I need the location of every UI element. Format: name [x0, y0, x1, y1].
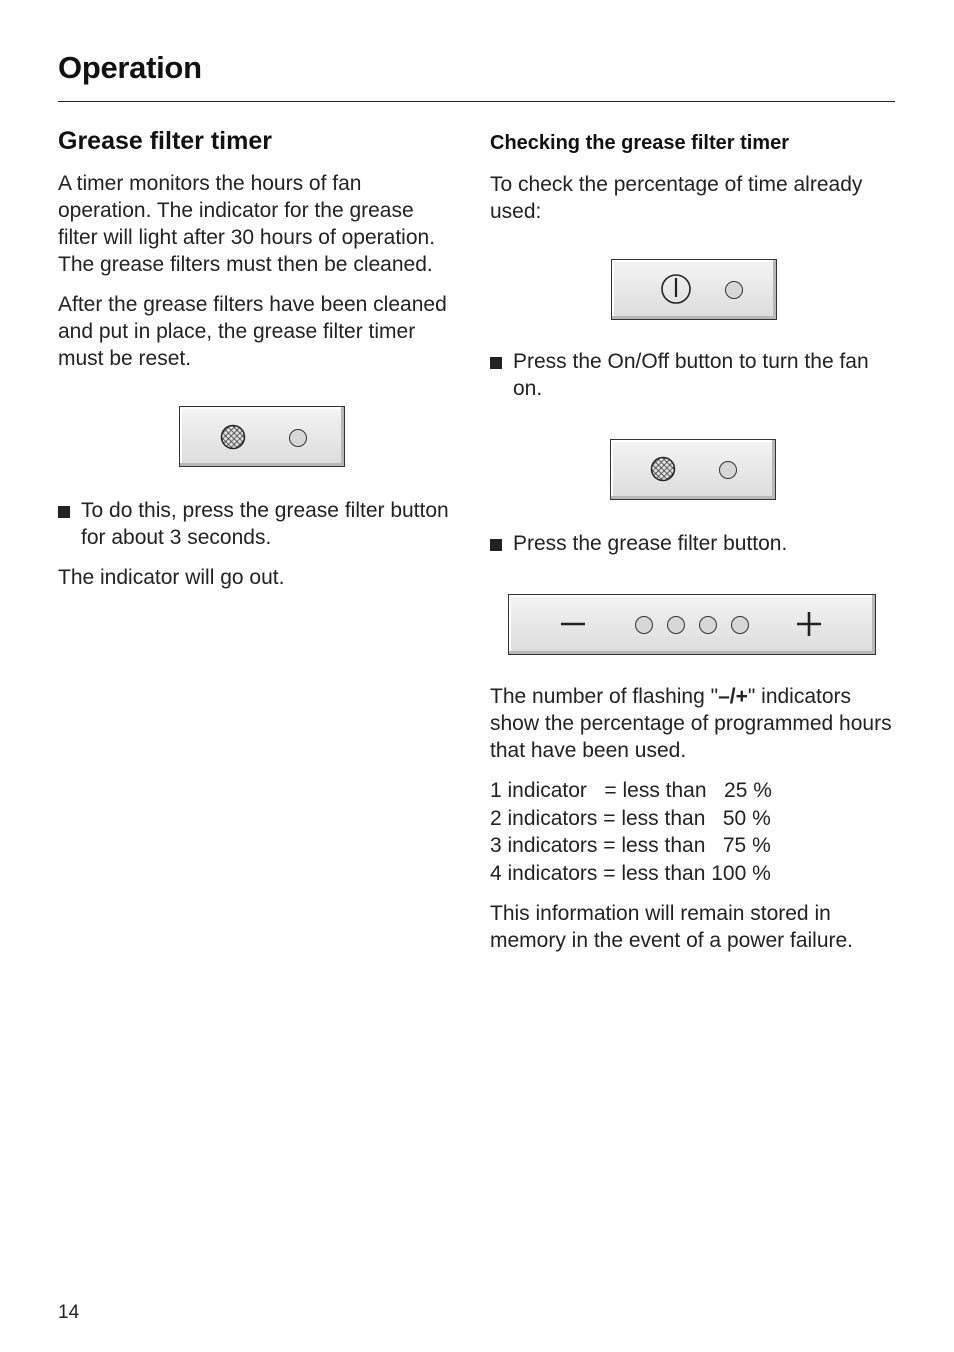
header-divider [58, 101, 895, 102]
reset-requirement: After the grease filters have been cleaned and put in place, the grease filter timer must be reset. [58, 293, 447, 370]
bullet-square-icon [490, 357, 502, 369]
flashing-indicators-explanation [490, 683, 900, 764]
power-indicator-light [725, 281, 743, 299]
minus-icon[interactable] [559, 610, 587, 638]
memory-note: This information will remain stored in memory in the event of a power failure. [490, 902, 854, 952]
indicator-percentage-list [490, 777, 900, 887]
indicator-row-3: 3 indicators = less than 75 % [490, 834, 771, 857]
grease-filter-icon[interactable] [220, 424, 246, 450]
indicator-row-2: 2 indicators = less than 50 % [490, 806, 771, 830]
grease-filter-indicator-light [719, 461, 737, 479]
grease-filter-panel [179, 406, 345, 467]
indicator-row-4: 4 indicators = less than 100 % [490, 861, 771, 885]
grease-filter-panel-check [610, 439, 776, 500]
indicator-light-4 [731, 616, 749, 634]
indicator-light-2 [667, 616, 685, 634]
right-column [490, 128, 900, 967]
grease-button-instruction-text: Press the grease filter button. [513, 532, 788, 555]
reset-instruction [58, 497, 458, 551]
grease-filter-icon[interactable] [650, 456, 676, 482]
power-instruction [490, 348, 900, 402]
reset-instruction-text: To do this, press the grease filter button for about 3 seconds. [81, 499, 449, 549]
power-instruction-text: Press the On/Off button to turn the fan on. [513, 350, 869, 400]
indicator-row-1: 1 indicator = less than 25 % [490, 779, 772, 802]
indicator-light-1 [635, 616, 653, 634]
indicator-light-3 [699, 616, 717, 634]
page-number: 14 [58, 1302, 80, 1323]
bullet-square-icon [58, 506, 70, 518]
indicator-out-note: The indicator will go out. [58, 566, 285, 589]
power-panel [611, 259, 777, 320]
grease-button-instruction [490, 530, 900, 557]
left-column [58, 124, 458, 604]
grease-filter-indicator-light [289, 429, 307, 447]
timer-description: A timer monitors the hours of fan operation. The indicator for the grease filter will light after 30 hours of operation. The grease filters must then be cleaned. [58, 172, 436, 276]
page-title: Operation [58, 50, 202, 85]
explanation-after: " indicators show the percentage of programmed hours that have been used. [490, 685, 892, 762]
check-intro: To check the percentage of time already used: [490, 173, 863, 223]
power-icon[interactable] [660, 273, 692, 305]
fan-speed-panel [508, 594, 876, 655]
plus-icon[interactable] [795, 610, 823, 638]
explanation-before: The number of flashing " [490, 685, 719, 708]
bullet-square-icon [490, 539, 502, 551]
section-title-checking-timer: Checking the grease filter timer [490, 132, 789, 154]
section-title-grease-filter-timer: Grease filter timer [58, 127, 272, 155]
minus-plus-label: –/+ [718, 685, 748, 708]
